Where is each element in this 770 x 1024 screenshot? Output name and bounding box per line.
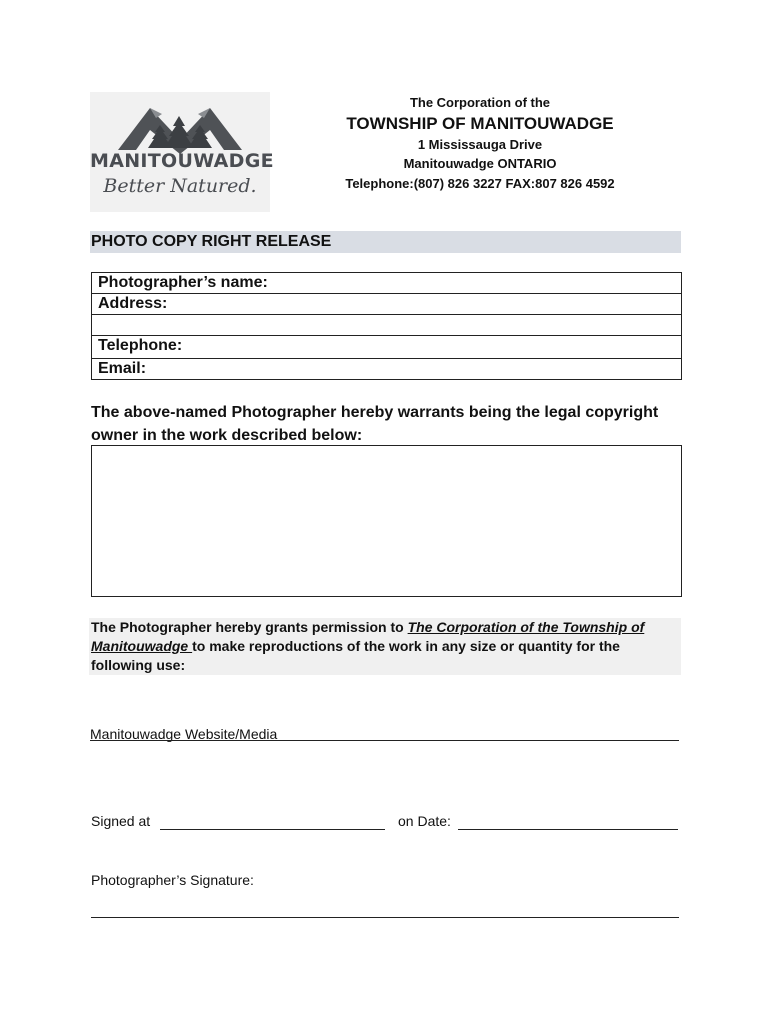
work-description-box[interactable]	[91, 445, 682, 597]
header-township-title: TOWNSHIP OF MANITOUWADGE	[346, 114, 614, 133]
address-field-line-2[interactable]	[92, 315, 681, 336]
name-label: Photographer’s name:	[98, 274, 268, 291]
address-field[interactable]	[92, 294, 681, 315]
mountain-trees-icon	[90, 92, 270, 154]
header-address-street: 1 Mississauga Drive	[417, 137, 543, 152]
township-logo	[90, 92, 274, 212]
section-title: PHOTO COPY RIGHT RELEASE	[90, 231, 681, 253]
warrant-statement: The above-named Photographer hereby warrants being the legal copyright owner in the work described below:	[91, 404, 659, 444]
use-line[interactable]	[90, 740, 679, 741]
logo-brand-text: MANITOUWADGE	[90, 150, 274, 172]
header-line-1: The Corporation of the	[409, 95, 551, 110]
address-label: Address:	[98, 295, 168, 312]
grant-prefix: The Photographer hereby grants permission to	[91, 619, 408, 635]
telephone-label: Telephone:	[98, 337, 183, 354]
header-phone-fax: Telephone:(807) 826 3227 FAX:807 826 4592	[345, 176, 615, 191]
signed-at-label: Signed at	[91, 813, 151, 829]
photographer-info-table	[91, 272, 682, 380]
email-label: Email:	[98, 360, 147, 377]
signed-at-line[interactable]	[160, 829, 385, 830]
grant-permission-paragraph	[89, 618, 681, 675]
telephone-field[interactable]	[92, 336, 681, 359]
grant-suffix: to make reproductions of the work in any size or quantity for the following use:	[91, 638, 620, 673]
use-value: Manitouwadge Website/Media	[90, 726, 278, 742]
header-address-city: Manitouwadge ONTARIO	[403, 156, 557, 171]
signature-label: Photographer’s Signature:	[91, 872, 254, 888]
on-date-label: on Date:	[398, 813, 451, 829]
grant-corporation-name: The Corporation of the Township of Manitouwadge	[91, 619, 645, 654]
email-field[interactable]	[92, 359, 681, 380]
date-line[interactable]	[458, 829, 678, 830]
name-field[interactable]	[92, 273, 681, 294]
logo-tagline: Better Natured.	[103, 175, 257, 197]
signature-line[interactable]	[91, 917, 679, 918]
